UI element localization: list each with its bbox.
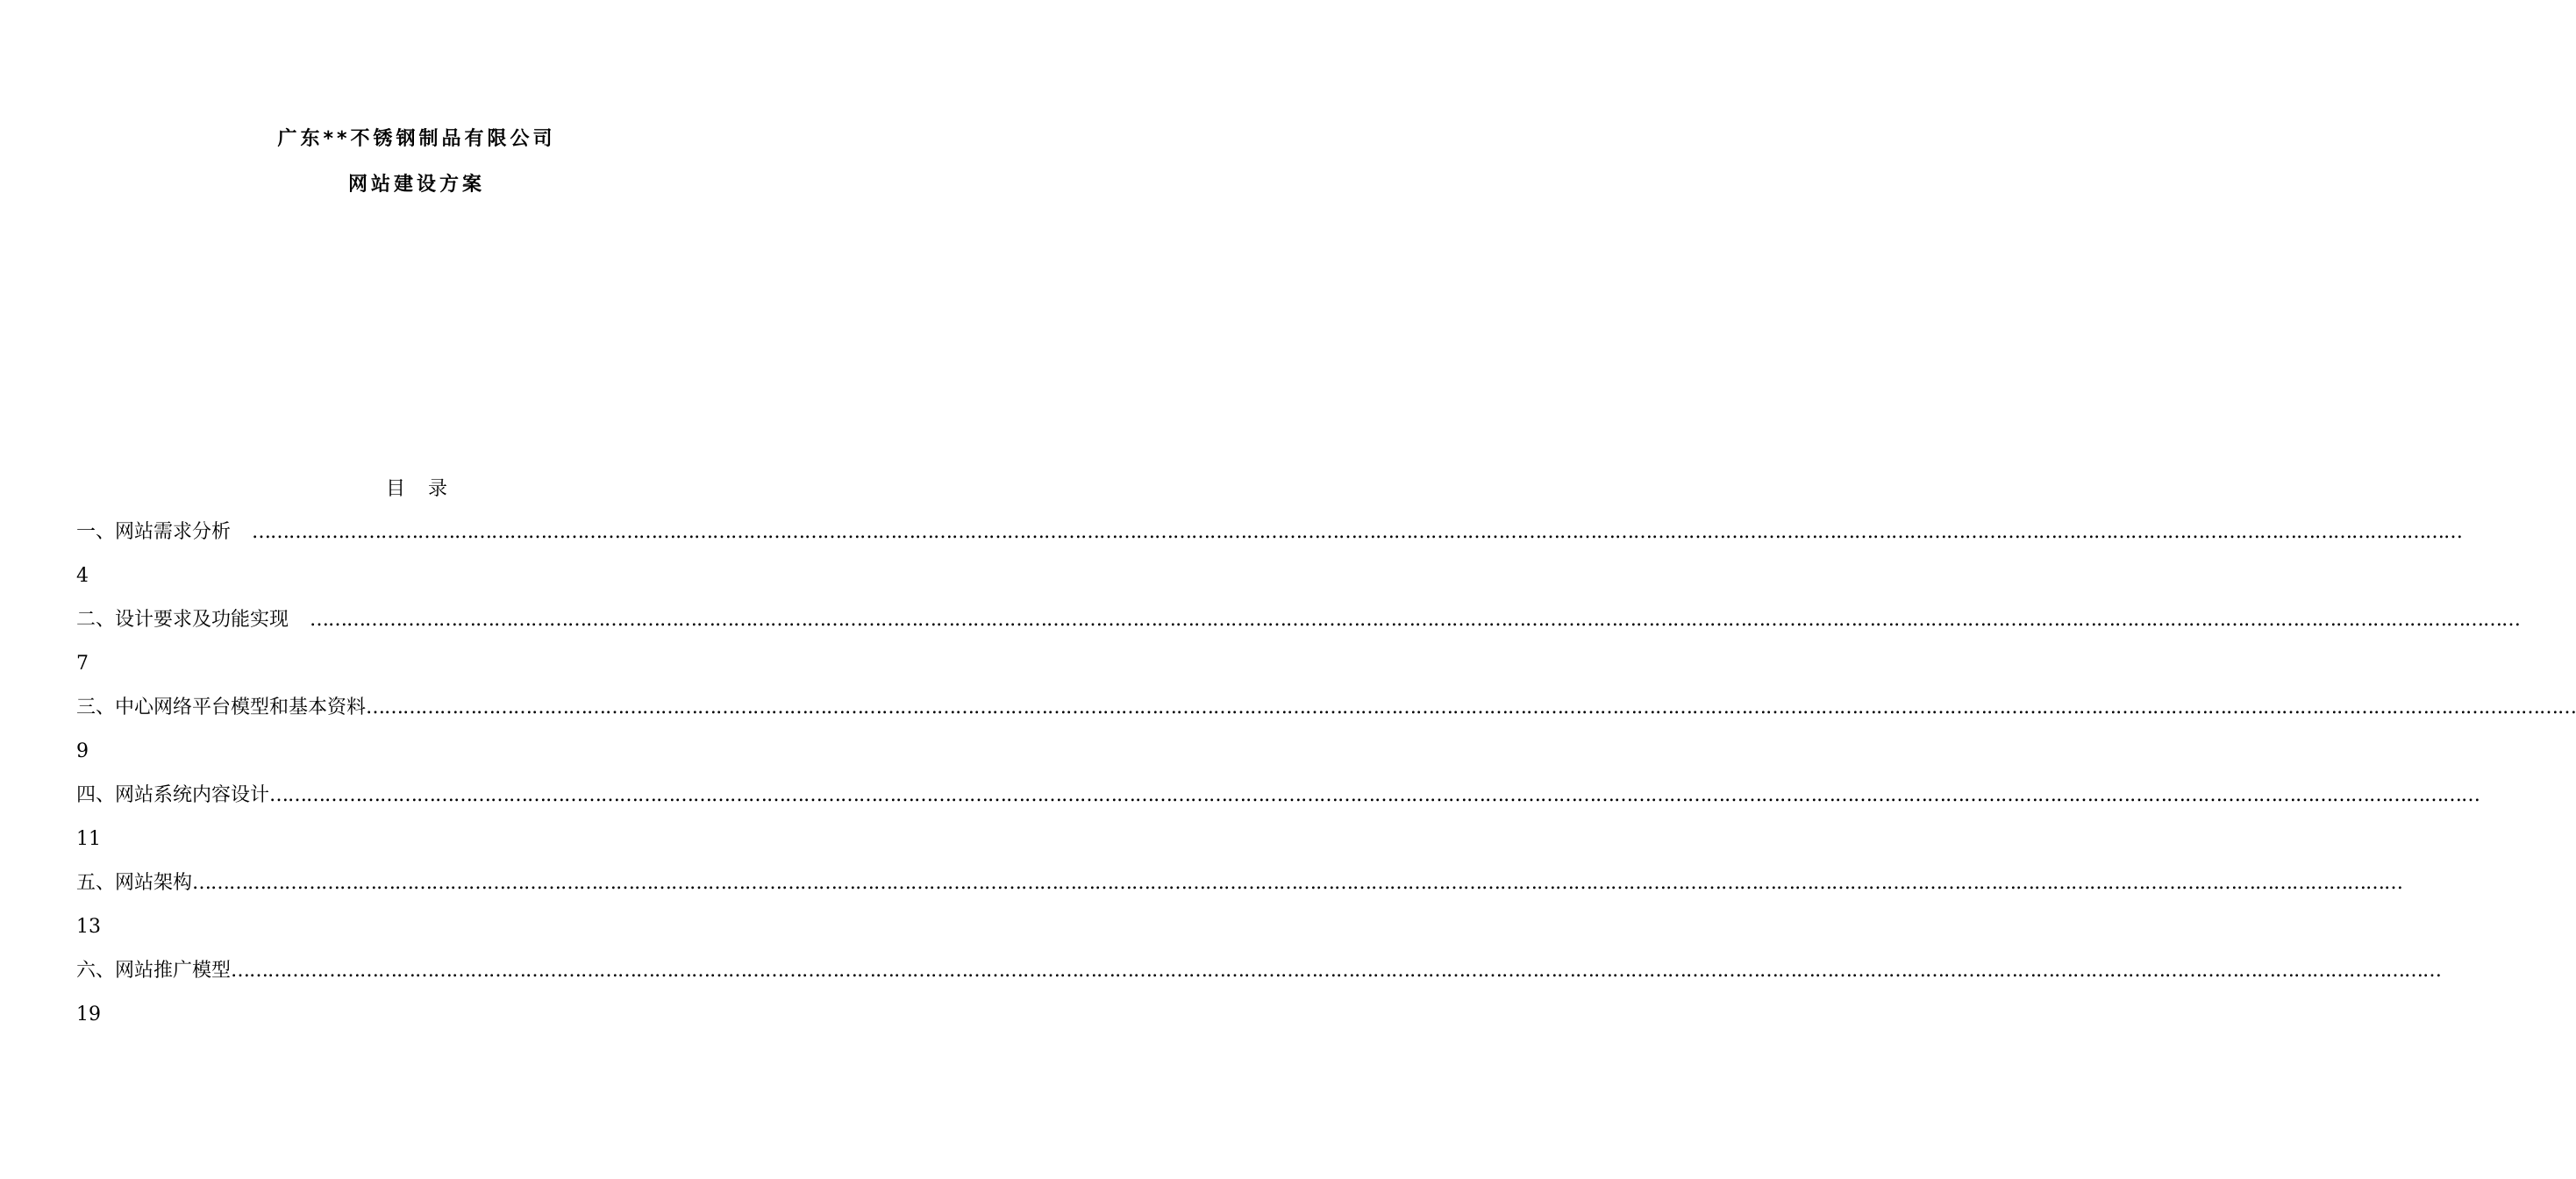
toc-entry-page: 19	[76, 1004, 101, 1025]
toc-leader-dots: ………………………………………………………………………………………………………………………………………………………………………………………………………………………………………………………………………………………………………………………………	[192, 872, 2403, 894]
toc-entry-label[interactable]: 一、网站需求分析	[76, 521, 232, 543]
toc-leader-dots: ………………………………………………………………………………………………………………………………………………………………………………………………………………………………………………………………………………………………………………………………	[231, 960, 2442, 982]
toc-entry-page: 7	[76, 653, 89, 675]
toc-heading-right: 录	[428, 478, 448, 500]
toc-entry-page: 13	[76, 916, 101, 938]
toc-entry-label[interactable]: 二、设计要求及功能实现	[76, 609, 289, 631]
toc-entry[interactable]	[76, 867, 2403, 954]
toc-heading	[0, 474, 833, 501]
toc-leader-dots: ………………………………………………………………………………………………………………………………………………………………………………………………………………………………………………………………………………………………………………………………	[269, 784, 2480, 806]
toc-entry[interactable]	[76, 779, 2480, 867]
toc-entry-page: 9	[76, 740, 89, 762]
toc-entry[interactable]	[76, 516, 2463, 604]
toc-entry[interactable]	[76, 954, 2442, 1042]
toc-leader-dots: ………………………………………………………………………………………………………………………………………………………………………………………………………………………………………………………………………………………………………………………………	[366, 697, 2576, 718]
toc-entry-page: 11	[76, 828, 101, 850]
toc-entry-page: 4	[76, 565, 89, 587]
table-of-contents	[76, 516, 2576, 1042]
toc-leader-dots: ………………………………………………………………………………………………………………………………………………………………………………………………………………………………………………………………………………………………………………………………	[310, 609, 2521, 631]
toc-heading-left: 目	[385, 478, 405, 500]
document-title: 网站建设方案	[347, 174, 485, 196]
toc-entry-label[interactable]: 五、网站架构	[76, 872, 193, 894]
toc-leader-dots: ………………………………………………………………………………………………………………………………………………………………………………………………………………………………………………………………………………………………………………………………	[252, 521, 2463, 543]
toc-entry-label[interactable]: 四、网站系统内容设计	[76, 784, 270, 806]
toc-entry[interactable]	[76, 691, 2576, 779]
toc-entry-label[interactable]: 六、网站推广模型	[76, 960, 232, 982]
toc-entry[interactable]	[76, 604, 2521, 691]
company-title: 广东**不锈钢制品有限公司	[277, 128, 556, 150]
toc-entry-label[interactable]: 三、中心网络平台模型和基本资料	[76, 697, 367, 718]
